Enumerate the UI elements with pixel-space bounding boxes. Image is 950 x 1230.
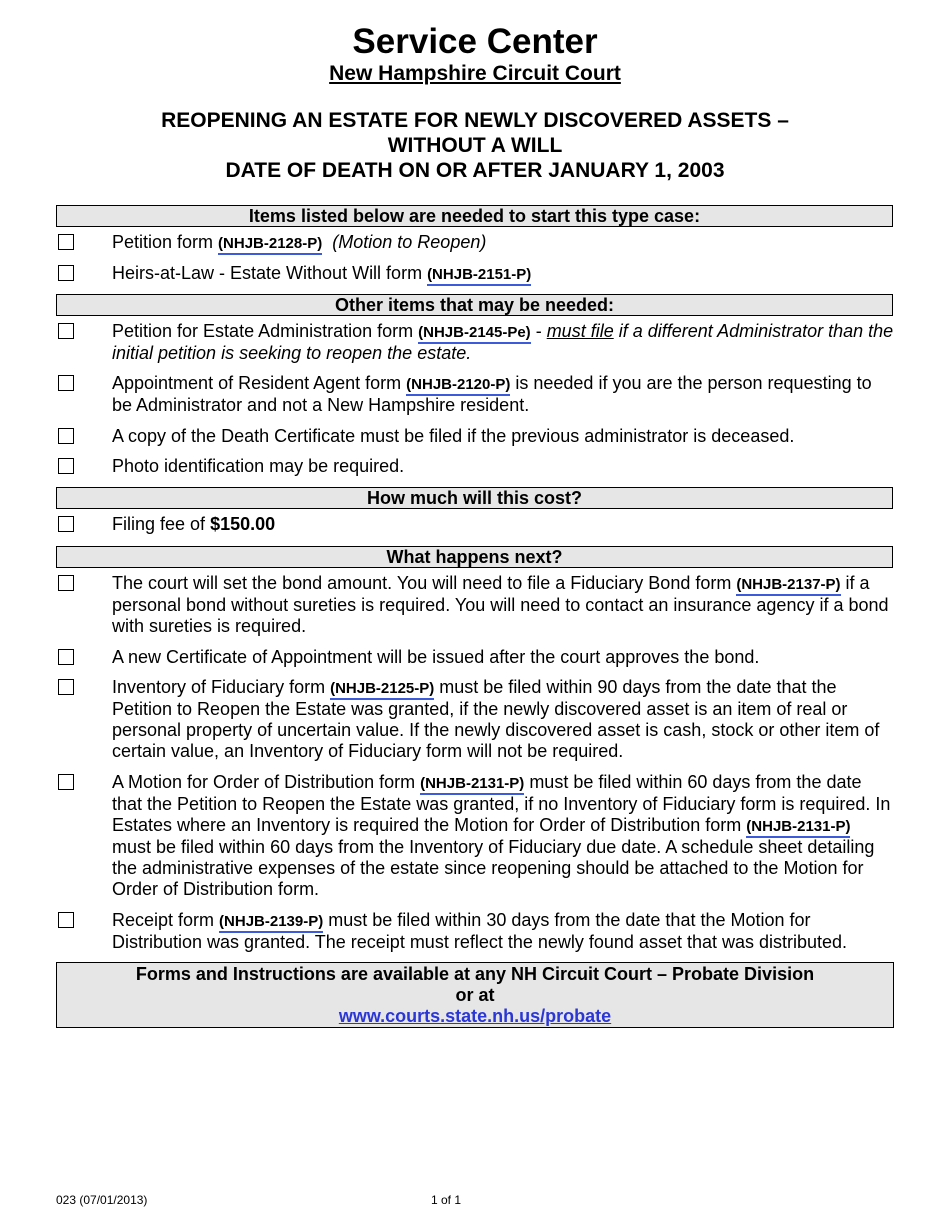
section-next-header: What happens next? (56, 546, 893, 568)
subtitle-line-2: WITHOUT A WILL (387, 134, 563, 157)
section-cost-header: How much will this cost? (56, 487, 893, 509)
form-link-2120[interactable]: (NHJB-2120-P) (406, 376, 510, 396)
probate-website-link[interactable]: www.courts.state.nh.us/probate (338, 1006, 612, 1026)
form-link-2131[interactable]: (NHJB-2131-P) (420, 775, 524, 795)
item-distribution: A Motion for Order of Distribution form (NHJB-2131-P) must be filed within 60 days from the date that the Petition to Reopen the Estate was granted, if no Inventory of Fiduciary form is required. In Estates where an Inventory is required the Motion for Order of Distribution form (NHJB-2131-P) must be filed within 60 days from the Inventory of Fiduciary due date. A schedule sheet detailing the administrative expenses of the estate since reopening should be attached to the Motion for Order of Distribution form. (112, 772, 891, 899)
forms-info-line-1: Forms and Instructions are available at any NH Circuit Court – Probate Division (135, 964, 815, 984)
form-link-2125[interactable]: (NHJB-2125-P) (330, 680, 434, 700)
form-link-2128[interactable]: (NHJB-2128-P) (218, 235, 322, 255)
checkbox-inventory[interactable] (58, 679, 74, 695)
form-link-2151[interactable]: (NHJB-2151-P) (427, 266, 531, 286)
checkbox-petition-form[interactable] (58, 234, 74, 250)
item-estate-admin: Petition for Estate Administration form (NHJB-2145-Pe) - must file if a different Administrator than the initial petition is seeking to reopen the estate. (112, 321, 894, 363)
item-filing-fee: Filing fee of $150.00 (112, 514, 276, 534)
form-link-2131-second[interactable]: (NHJB-2131-P) (746, 818, 850, 838)
checkbox-death-certificate[interactable] (58, 428, 74, 444)
fee-amount: $150.00 (210, 514, 276, 534)
form-link-2139[interactable]: (NHJB-2139-P) (219, 913, 323, 933)
checkbox-filing-fee[interactable] (58, 516, 74, 532)
form-id: 023 (07/01/2013) (56, 1193, 148, 1207)
item-resident-agent: Appointment of Resident Agent form (NHJB-2120-P) is needed if you are the person requesting to be Administrator and not a New Hampshire resident. (112, 373, 872, 415)
forms-info-line-2: or at (455, 985, 495, 1005)
form-link-2145[interactable]: (NHJB-2145-Pe) (418, 324, 531, 344)
checkbox-bond[interactable] (58, 575, 74, 591)
page-number: 1 of 1 (431, 1193, 462, 1207)
item-death-certificate: A copy of the Death Certificate must be filed if the previous administrator is deceased. (112, 426, 795, 446)
item-bond: The court will set the bond amount. You will need to file a Fiduciary Bond form (NHJB-2137-P) if a personal bond without sureties is required. You will need to contact an insurance agency if a bond with sureties is required. (112, 573, 889, 636)
item-petition-form: Petition form (NHJB-2128-P) (Motion to Reopen) (112, 232, 894, 254)
item-photo-id: Photo identification may be required. (112, 456, 405, 476)
checkbox-certificate[interactable] (58, 649, 74, 665)
item-heirs-form: Heirs-at-Law - Estate Without Will form (NHJB-2151-P) (112, 263, 894, 285)
section-other-header: Other items that may be needed: (56, 294, 893, 316)
checkbox-distribution[interactable] (58, 774, 74, 790)
checkbox-photo-id[interactable] (58, 458, 74, 474)
section-needed-header: Items listed below are needed to start this type case: (56, 205, 893, 227)
subtitle-line-3: DATE OF DEATH ON OR AFTER JANUARY 1, 2003 (225, 159, 725, 182)
form-link-2137[interactable]: (NHJB-2137-P) (736, 576, 840, 596)
checkbox-heirs-form[interactable] (58, 265, 74, 281)
item-certificate: A new Certificate of Appointment will be issued after the court approves the bond. (112, 647, 760, 667)
forms-info-box (56, 962, 894, 1028)
checkbox-estate-admin[interactable] (58, 323, 74, 339)
subtitle-line-1: REOPENING AN ESTATE FOR NEWLY DISCOVERED ASSETS – (161, 109, 789, 132)
page-title: Service Center (352, 22, 598, 61)
item-receipt: Receipt form (NHJB-2139-P) must be filed within 30 days from the date that the Motion for Distribution was granted. The receipt must reflect the newly found asset that was distributed. (112, 910, 848, 952)
item-inventory: Inventory of Fiduciary form (NHJB-2125-P) must be filed within 90 days from the date that the Petition to Reopen the Estate was granted, if the newly discovered asset is an item of real or personal property of uncertain value. If the newly discovered asset is cash, stock or other item of certain value, an Inventory of Fiduciary form will not be required. (112, 677, 880, 761)
checkbox-receipt[interactable] (58, 912, 74, 928)
checkbox-resident-agent[interactable] (58, 375, 74, 391)
court-name: New Hampshire Circuit Court (329, 62, 621, 85)
